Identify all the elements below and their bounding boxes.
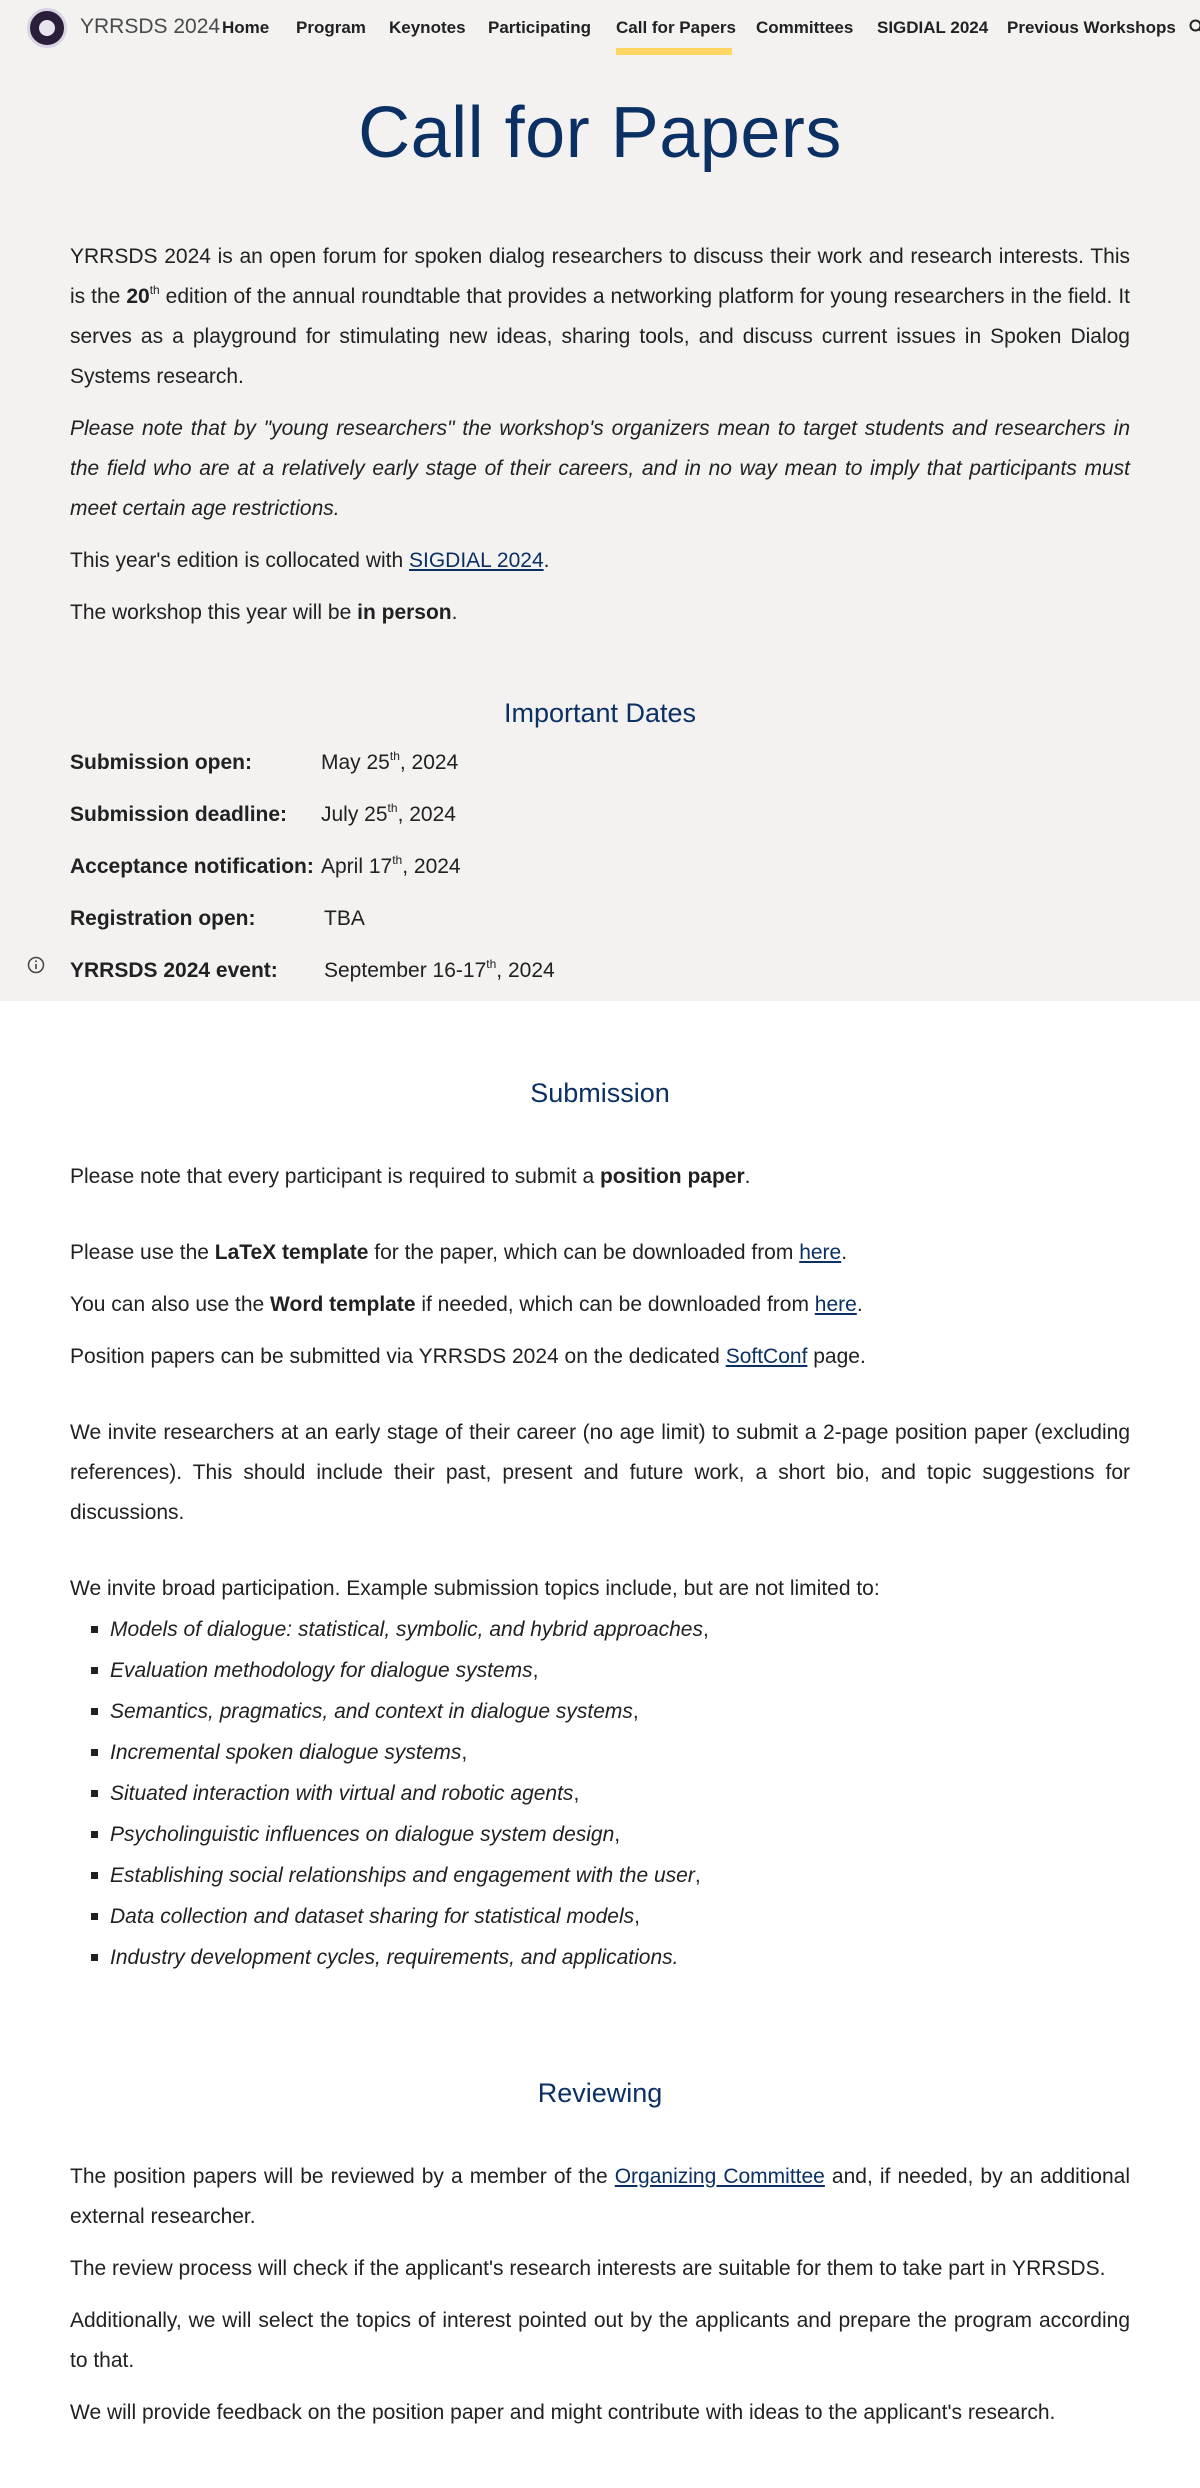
nav-participating[interactable]: Participating [488, 18, 591, 37]
date-label-registration-open: Registration open: [70, 907, 256, 930]
topics-intro: We invite broad participation. Example submission topics include, but are not limited to: [70, 1577, 880, 1600]
review-text-a: The position papers will be reviewed by a member of the [70, 2165, 615, 2188]
date-value-text: TBA [324, 907, 365, 930]
date-value-submission-open [321, 751, 458, 775]
date-value-sup: th [389, 749, 400, 763]
search-icon[interactable] [1189, 19, 1200, 35]
nav-previous-workshops[interactable]: Previous Workshops [1007, 18, 1176, 37]
site-title[interactable]: YRRSDS 2024 [80, 15, 221, 38]
intro-text-a: YRRSDS 2024 is an open forum for spoken dialog researchers to discuss their work and research interests. This is the [70, 245, 1130, 308]
list-item [70, 1650, 1130, 1691]
topic-trail: , [532, 1659, 539, 1682]
softconf-text-b: page. [807, 1345, 866, 1368]
word-period: . [856, 1293, 863, 1316]
nav-home[interactable]: Home [222, 18, 270, 37]
info-icon[interactable] [27, 956, 45, 974]
nav-committees[interactable]: Committees [756, 18, 854, 37]
topic-text: Semantics, pragmatics, and context in dialogue systems [110, 1700, 633, 1723]
collocation-paragraph [70, 541, 1130, 581]
page-title: Call for Papers [358, 93, 842, 173]
date-value-year: , 2024 [399, 751, 459, 774]
collocation-period: . [543, 549, 550, 572]
reviewing-heading: Reviewing [537, 2078, 663, 2108]
topic-trail: , [694, 1864, 701, 1887]
position-paper-period: . [744, 1165, 751, 1188]
in-person-bold: in person [357, 601, 452, 624]
list-item [70, 1896, 1130, 1937]
position-paper-paragraph [70, 1157, 1130, 1197]
topic-trail: , [614, 1823, 621, 1846]
softconf-link[interactable]: SoftConf [725, 1345, 808, 1368]
young-researchers-note [70, 409, 1130, 529]
word-bold: Word template [270, 1293, 416, 1316]
list-item [70, 1732, 1130, 1773]
word-text-b: if needed, which can be downloaded from [415, 1293, 815, 1316]
date-value-sup: th [387, 801, 398, 815]
date-label-acceptance-notification: Acceptance notification: [70, 855, 314, 878]
topic-trail: , [461, 1741, 468, 1764]
position-paper-text: Please note that every participant is required to submit a [70, 1165, 600, 1188]
date-label-submission-open: Submission open: [70, 751, 253, 774]
date-value-sup: th [392, 853, 403, 867]
nav-call-for-papers[interactable]: Call for Papers [616, 18, 736, 37]
important-dates-heading: Important Dates [503, 698, 697, 728]
topics-list [70, 1609, 1130, 1978]
topic-text: Establishing social relationships and engagement with the user [110, 1864, 695, 1887]
word-text-a: You can also use the [70, 1293, 271, 1316]
intro-text-b: edition of the annual roundtable that provides a networking platform for young researchers in the field. It serves as a playground for stimulating new ideas, sharing tools, and discuss current issues in Spoken Dialog Systems research. [70, 285, 1130, 388]
top-navbar [0, 0, 1200, 56]
topic-trail: , [573, 1782, 580, 1805]
date-label-submission-deadline: Submission deadline: [70, 803, 288, 826]
date-value-registration-open [324, 907, 365, 931]
topic-text: Situated interaction with virtual and robotic agents [110, 1782, 574, 1805]
site-logo[interactable] [27, 8, 67, 48]
review-paragraph-1 [70, 2157, 1130, 2237]
list-item [70, 1814, 1130, 1855]
topic-text: Models of dialogue: statistical, symbolic, and hybrid approaches [110, 1618, 703, 1641]
in-person-text: The workshop this year will be [70, 601, 358, 624]
review-text-b: and, if needed, by an additional external researcher. [70, 2165, 1131, 2228]
topic-trail: , [634, 1905, 640, 1928]
topic-text: Data collection and dataset sharing for statistical models [110, 1905, 635, 1928]
topic-trail: , [702, 1618, 709, 1641]
edition-number: 20 [126, 285, 150, 308]
date-value-text: July 25 [321, 803, 388, 826]
topic-text: Evaluation methodology for dialogue systems [110, 1659, 533, 1682]
topic-trail: , [632, 1700, 639, 1723]
review-paragraph-4: We will provide feedback on the position paper and might contribute with ideas to the applicant's research. [70, 2401, 1056, 2424]
topic-text: Industry development cycles, requirements, and applications. [110, 1946, 679, 1969]
submission-heading: Submission [530, 1078, 670, 1108]
date-value-year: , 2024 [402, 855, 461, 878]
invite-paragraph: We invite researchers at an early stage of their career (no age limit) to submit a 2-page position paper (excluding references). This should include their past, present and future work, a short bio, and topic suggestions for discussions. [70, 1421, 1130, 1524]
date-value-text: September 16-17 [324, 959, 487, 982]
word-template-paragraph [70, 1285, 1130, 1325]
date-label-event: YRRSDS 2024 event: [70, 959, 278, 982]
organizing-committee-link[interactable]: Organizing Committee [614, 2165, 825, 2188]
review-paragraph-2: The review process will check if the applicant's research interests are suitable for them to take part in YRRSDS. [70, 2257, 1106, 2280]
nav-program[interactable]: Program [296, 18, 366, 37]
date-value-text: May 25 [321, 751, 390, 774]
latex-text-b: for the paper, which can be downloaded from [368, 1241, 800, 1264]
latex-download-link[interactable]: here [799, 1241, 842, 1264]
softconf-text-a: Position papers can be submitted via YRRSDS 2024 on the dedicated [70, 1345, 726, 1368]
softconf-paragraph [70, 1337, 1130, 1377]
collocation-text: This year's edition is collocated with [70, 549, 409, 572]
list-item [70, 1773, 1130, 1814]
topic-text: Psycholinguistic influences on dialogue system design [110, 1823, 615, 1846]
date-value-acceptance-notification [321, 855, 461, 879]
latex-template-paragraph [70, 1233, 1130, 1273]
in-person-paragraph [70, 593, 1130, 633]
date-value-year: , 2024 [496, 959, 555, 982]
note-text: Please note that by "young researchers" the workshop's organizers mean to target students and researchers in the field who are at a relatively early stage of their careers, and in no way mean to imply that participants must meet certain age restrictions. [70, 417, 1130, 520]
review-paragraph-3: Additionally, we will select the topics of interest pointed out by the applicants and prepare the program according to that. [70, 2309, 1130, 2372]
date-value-submission-deadline [321, 803, 456, 827]
list-item [70, 1937, 1130, 1978]
active-nav-indicator [616, 48, 732, 55]
latex-text-a: Please use the [70, 1241, 215, 1264]
word-download-link[interactable]: here [814, 1293, 857, 1316]
edition-suffix: th [149, 283, 160, 297]
date-value-year: , 2024 [397, 803, 456, 826]
nav-sigdial-2024[interactable]: SIGDIAL 2024 [877, 18, 989, 37]
list-item [70, 1691, 1130, 1732]
nav-keynotes[interactable]: Keynotes [389, 18, 466, 37]
sigdial-link[interactable]: SIGDIAL 2024 [409, 549, 544, 572]
date-value-text: April 17 [321, 855, 393, 878]
date-value-event [324, 959, 555, 983]
intro-paragraph [70, 237, 1130, 397]
date-value-sup: th [486, 957, 497, 971]
position-paper-bold: position paper [599, 1165, 745, 1188]
latex-bold: LaTeX template [214, 1241, 369, 1264]
list-item [70, 1609, 1130, 1650]
latex-period: . [841, 1241, 848, 1264]
list-item [70, 1855, 1130, 1896]
in-person-period: . [451, 601, 458, 624]
topic-text: Incremental spoken dialogue systems [110, 1741, 462, 1764]
